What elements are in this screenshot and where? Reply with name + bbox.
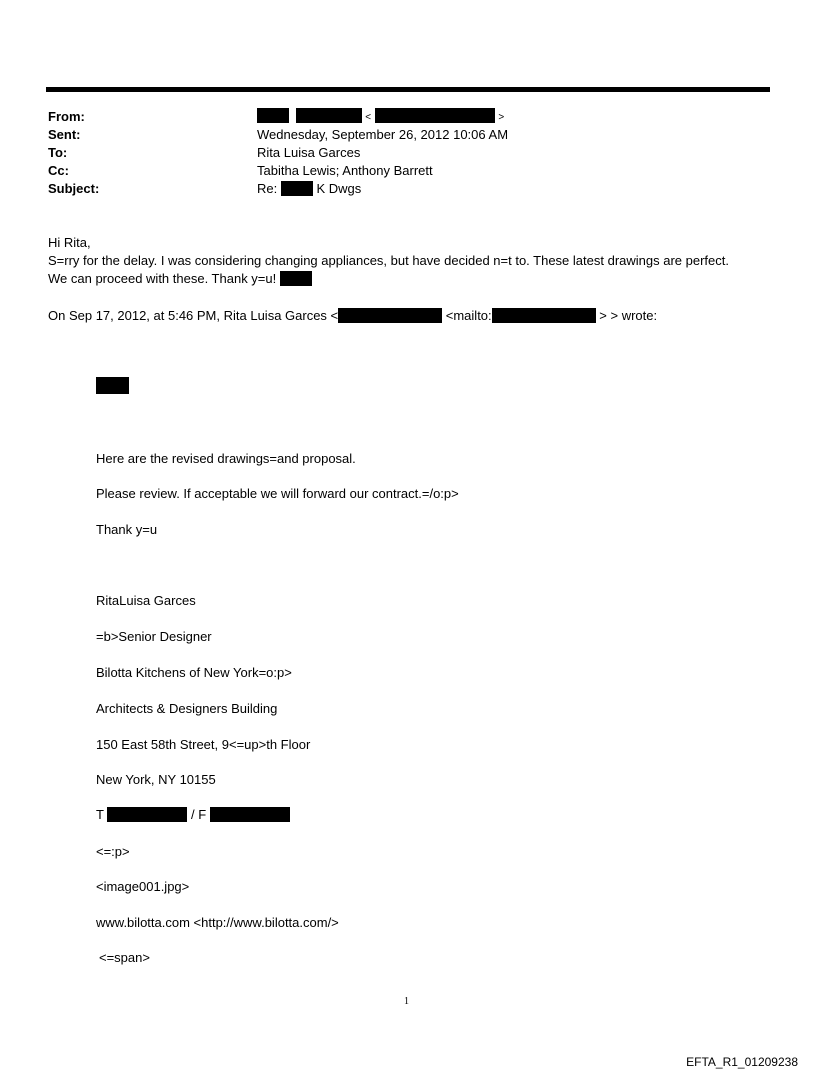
page-number: 1 [404,996,409,1007]
to-value: Rita Luisa Garces [257,145,361,160]
redaction-box [280,271,312,286]
sent-value: Wednesday, September 26, 2012 10:06 AM [257,127,509,142]
reply-line-1: S=rry for the delay. I was considering changing appliances, but have decided n=t to. These latest drawings are perfect. [48,253,729,268]
bates-number: EFTA_R1_01209238 [686,1055,798,1069]
quote-start: On Sep 17, 2012, at 5:46 PM, Rita Luisa Garces < [48,308,339,323]
cc-label: Cc: [48,163,69,178]
quoted-paragraph-1: Here are the revised drawings=and proposal. [96,451,356,466]
reply-line-2-text: We can proceed with these. Thank y=u! [48,271,277,286]
quote-mailto: <mailto: [445,308,492,323]
signature-street: 150 East 58th Street, 9<=up>th Floor [96,737,311,752]
signature-phone [96,807,290,822]
signature-city: New York, NY 10155 [96,772,216,787]
quoted-paragraph-3: Thank y=u [96,522,158,537]
from-gt: > [498,112,505,123]
header-rule [46,87,770,92]
redaction-box [96,377,129,394]
quote-end: > > wrote: [599,308,658,323]
signature-name: RitaLuisa Garces [96,593,196,608]
redaction-box [107,807,187,822]
greeting: Hi Rita, [48,235,91,250]
phone-f-label: / F [190,807,207,822]
reply-line-2 [48,270,312,288]
redaction-box [257,108,289,123]
signature-p-tag: <=:p> [96,844,130,859]
redaction-box [281,181,313,196]
cc-value: Tabitha Lewis; Anthony Barrett [257,163,433,178]
signature-image-ref: <image001.jpg> [96,879,190,894]
signature-building: Architects & Designers Building [96,701,278,716]
quoted-paragraph-2: Please review. If acceptable we will forward our contract.=/o:p> [96,486,459,501]
phone-t-label: T [96,807,104,822]
signature-span-tag: <=span> [99,950,150,965]
subject-prefix: Re: [257,181,278,196]
redaction-box [210,807,290,822]
redaction-box [296,108,362,123]
redaction-box [338,308,442,323]
from-label: From: [48,109,85,124]
signature-company: Bilotta Kitchens of New York=o:p> [96,665,292,680]
quote-intro [48,307,657,325]
signature-website: www.bilotta.com <http://www.bilotta.com/> [96,915,339,930]
redaction-box [375,108,495,123]
sent-label: Sent: [48,127,81,142]
subject-value [257,181,361,196]
subject-suffix: K Dwgs [316,181,362,196]
from-value [257,108,504,123]
from-lt: < [365,112,372,123]
subject-label: Subject: [48,181,100,196]
redaction-box [492,308,596,323]
to-label: To: [48,145,68,160]
signature-title: =b>Senior Designer [96,629,212,644]
